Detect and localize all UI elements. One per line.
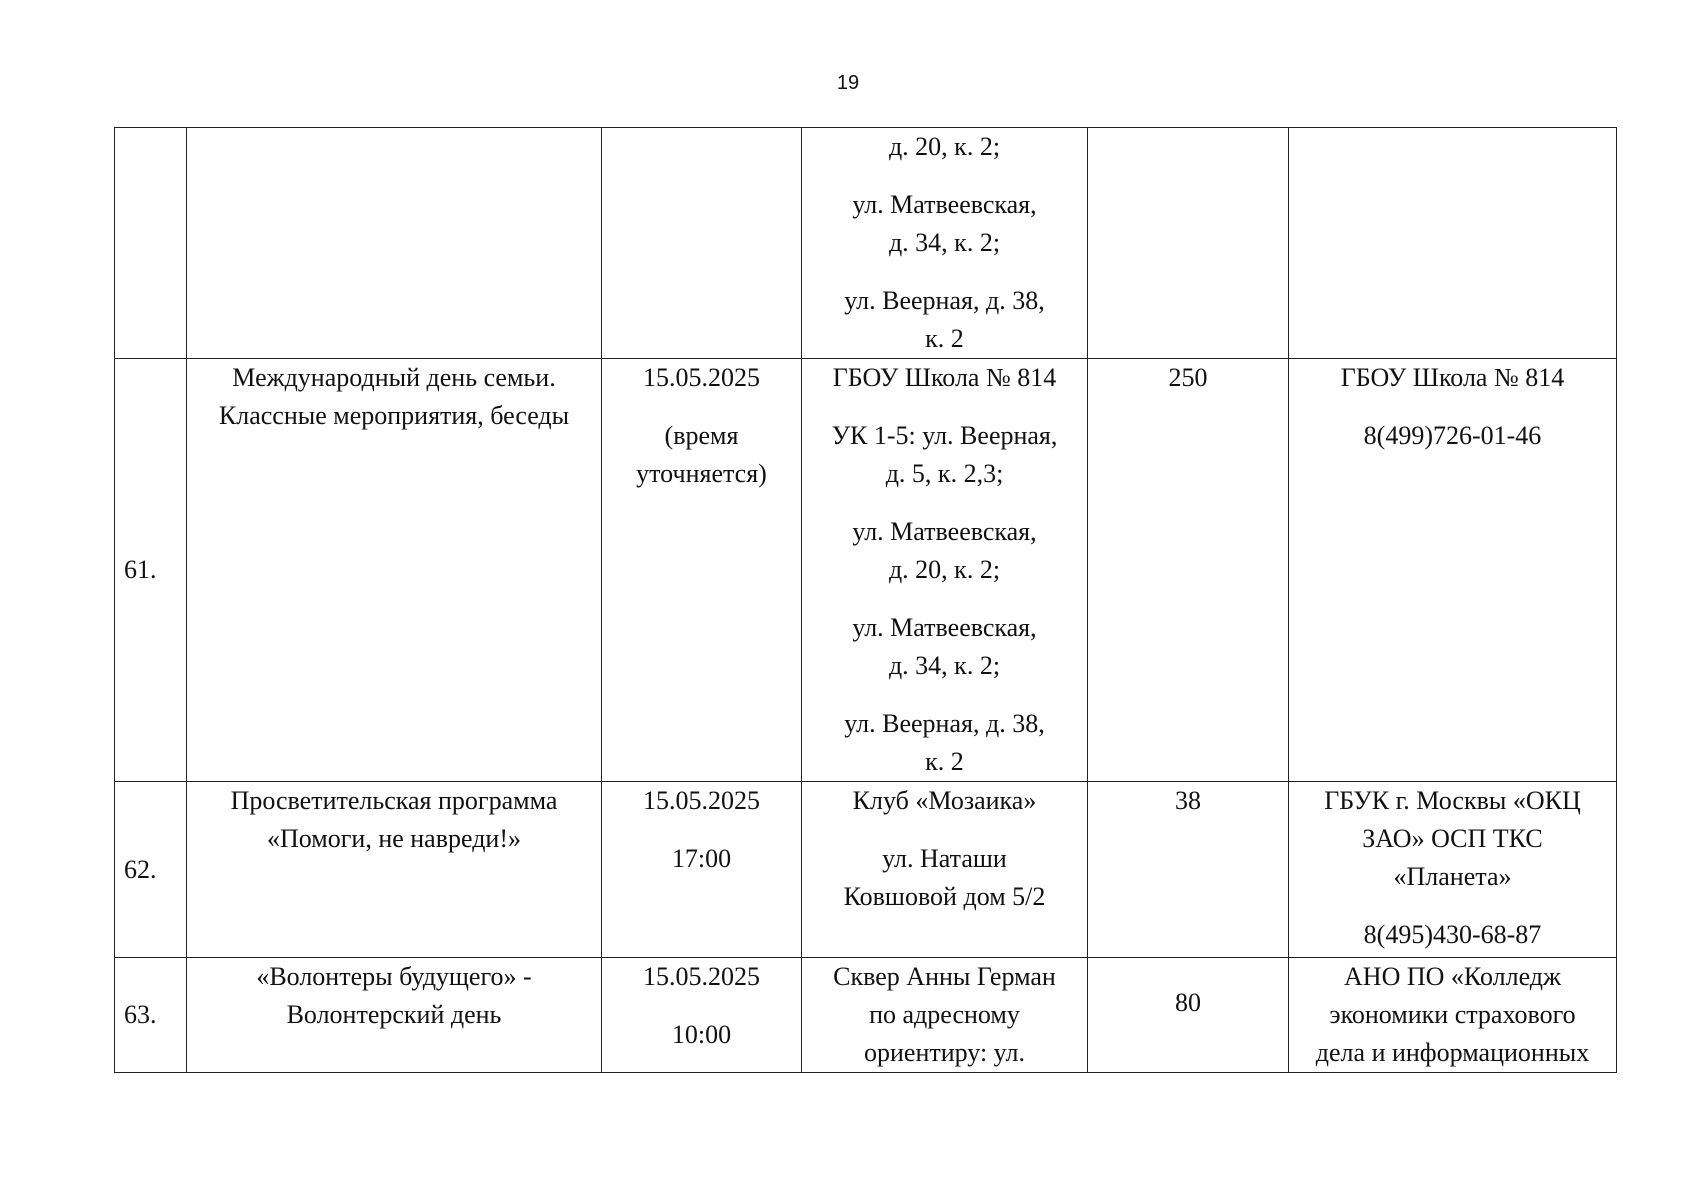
- venue-text: д. 20, к. 2;: [888, 132, 1001, 161]
- datetime-text: 10:00: [671, 1020, 732, 1049]
- venue-cell: [802, 359, 1088, 782]
- venue-paragraph: [810, 417, 1079, 493]
- venue-text: д. 34, к. 2;: [888, 228, 1001, 257]
- events-table: [114, 127, 1617, 1073]
- venue-text: ул. Матвеевская,: [852, 613, 1037, 642]
- datetime-text: 17:00: [671, 844, 732, 873]
- organizer-text: АНО ПО «Колледж: [1344, 962, 1561, 991]
- datetime-paragraph: [610, 782, 793, 820]
- venue-text: Сквер Анны Герман: [833, 962, 1056, 991]
- event-text: Классные мероприятия, беседы: [218, 401, 570, 430]
- venue-text: д. 5, к. 2,3;: [885, 459, 1004, 488]
- datetime-text: 15.05.2025: [643, 786, 760, 815]
- organizer-paragraph: [1297, 359, 1608, 397]
- venue-paragraph: [810, 359, 1079, 397]
- venue-text: Ковшовой дом 5/2: [843, 882, 1046, 911]
- venue-text: Клуб «Мозаика»: [852, 786, 1037, 815]
- venue-cell: [802, 958, 1088, 1073]
- datetime-cell: [602, 359, 802, 782]
- venue-text: по адресному: [869, 1000, 1020, 1029]
- participants-count-cell: [1088, 128, 1289, 359]
- event-paragraph: [195, 782, 593, 858]
- venue-text: к. 2: [925, 324, 964, 353]
- venue-text: ул. Веерная, д. 38,: [844, 709, 1045, 738]
- organizer-text: ГБУК г. Москвы «ОКЦ: [1324, 786, 1581, 815]
- page-number: 19: [836, 72, 860, 94]
- table-row: [115, 958, 1617, 1073]
- venue-paragraph: [810, 958, 1079, 1072]
- organizer-cell: [1289, 128, 1617, 359]
- datetime-text: уточняется): [636, 459, 767, 488]
- venue-cell: [802, 128, 1088, 359]
- event-text: Просветительская программа: [230, 786, 558, 815]
- row-number-cell: 63.: [115, 958, 187, 1073]
- event-text: Волонтерский день: [286, 1000, 502, 1029]
- datetime-paragraph: [610, 417, 793, 493]
- venue-paragraph: [810, 782, 1079, 820]
- organizer-cell: [1289, 958, 1617, 1073]
- datetime-paragraph: [610, 1016, 793, 1054]
- venue-paragraph: [810, 705, 1079, 781]
- datetime-paragraph: [610, 840, 793, 878]
- row-number-cell: [115, 128, 187, 359]
- organizer-text: ГБОУ Школа № 814: [1340, 363, 1565, 392]
- event-cell: [187, 359, 602, 782]
- organizer-text: ЗАО» ОСП ТКС: [1362, 824, 1543, 853]
- events-table-body: [115, 128, 1617, 1073]
- datetime-cell: [602, 958, 802, 1073]
- venue-paragraph: [810, 513, 1079, 589]
- venue-text: ул. Матвеевская,: [852, 190, 1037, 219]
- venue-text: к. 2: [925, 747, 964, 776]
- organizer-paragraph: [1297, 417, 1608, 455]
- event-text: «Волонтеры будущего» -: [256, 962, 532, 991]
- participants-count-cell: 80: [1088, 958, 1289, 1073]
- venue-text: ул. Матвеевская,: [852, 517, 1037, 546]
- organizer-cell: [1289, 359, 1617, 782]
- event-cell: [187, 128, 602, 359]
- venue-paragraph: [810, 609, 1079, 685]
- event-text: Международный день семьи.: [232, 363, 556, 392]
- datetime-text: (время: [664, 421, 739, 450]
- datetime-text: 15.05.2025: [643, 363, 760, 392]
- organizer-paragraph: [1297, 958, 1608, 1072]
- venue-paragraph: [810, 128, 1079, 166]
- row-number-cell: 62.: [115, 782, 187, 958]
- table-row: [115, 359, 1617, 782]
- venue-text: ул. Веерная, д. 38,: [844, 286, 1045, 315]
- organizer-paragraph: [1297, 916, 1608, 954]
- table-row: [115, 782, 1617, 958]
- organizer-cell: [1289, 782, 1617, 958]
- organizer-text: 8(499)726-01-46: [1363, 421, 1542, 450]
- event-cell: [187, 958, 602, 1073]
- organizer-paragraph: [1297, 782, 1608, 896]
- datetime-paragraph: [610, 958, 793, 996]
- organizer-text: «Планета»: [1393, 862, 1512, 891]
- venue-text: д. 34, к. 2;: [888, 651, 1001, 680]
- row-number-cell: 61.: [115, 359, 187, 782]
- venue-paragraph: [810, 186, 1079, 262]
- venue-text: ориентиру: ул.: [863, 1038, 1025, 1067]
- organizer-text: 8(495)430-68-87: [1363, 920, 1542, 949]
- table-row: [115, 128, 1617, 359]
- venue-text: д. 20, к. 2;: [888, 555, 1001, 584]
- event-paragraph: [195, 359, 593, 435]
- venue-text: ул. Наташи: [882, 844, 1007, 873]
- event-text: «Помоги, не навреди!»: [267, 824, 521, 853]
- datetime-paragraph: [610, 359, 793, 397]
- participants-count-cell: 38: [1088, 782, 1289, 958]
- datetime-cell: [602, 128, 802, 359]
- venue-cell: [802, 782, 1088, 958]
- event-cell: [187, 782, 602, 958]
- datetime-cell: [602, 782, 802, 958]
- participants-count-cell: 250: [1088, 359, 1289, 782]
- event-paragraph: [195, 958, 593, 1034]
- venue-paragraph: [810, 282, 1079, 358]
- venue-paragraph: [810, 840, 1079, 916]
- organizer-text: дела и информационных: [1315, 1038, 1590, 1067]
- venue-text: ГБОУ Школа № 814: [832, 363, 1057, 392]
- organizer-text: экономики страхового: [1329, 1000, 1576, 1029]
- datetime-text: 15.05.2025: [643, 962, 760, 991]
- venue-text: УК 1-5: ул. Веерная,: [831, 421, 1058, 450]
